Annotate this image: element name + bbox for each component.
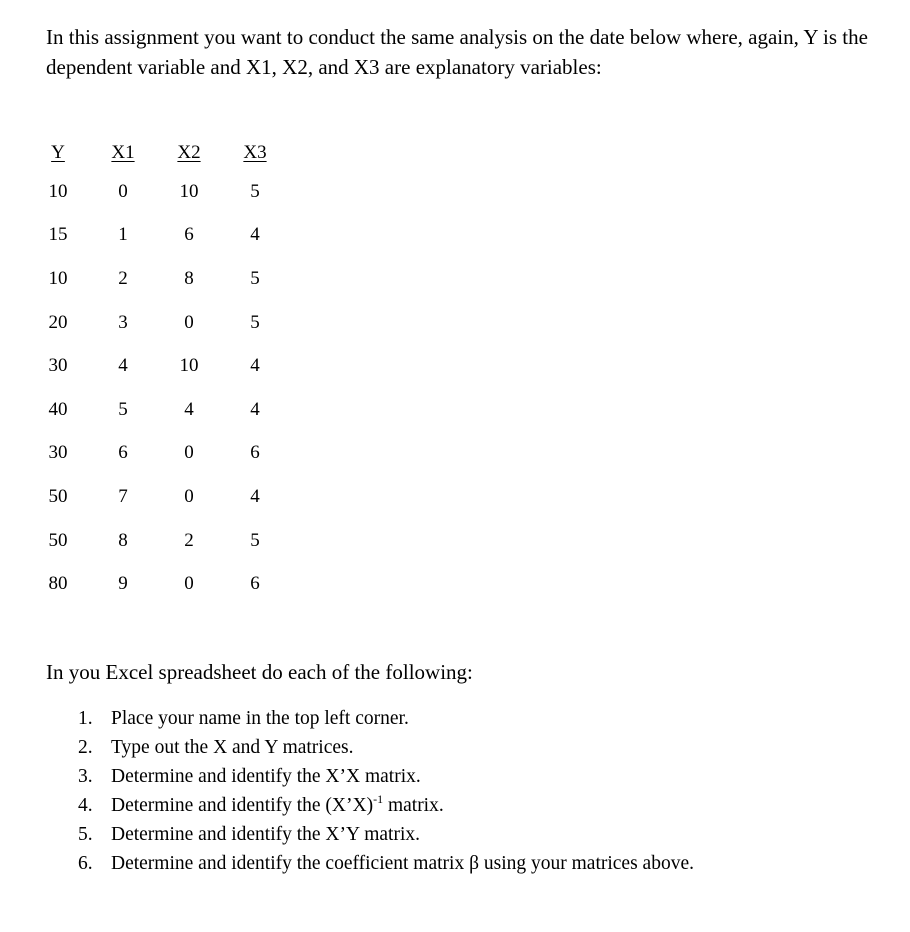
cell-y: 10 — [48, 267, 68, 289]
step-number: 4. — [78, 795, 93, 816]
cell-x1: 9 — [118, 573, 128, 595]
step-text: Place your name in the top left corner. — [111, 708, 409, 729]
list-item — [78, 849, 694, 878]
header-x2: X2 — [177, 142, 201, 163]
table-row — [36, 475, 298, 519]
cell-x2: 4 — [184, 398, 194, 420]
steps-list — [78, 704, 694, 878]
cell-x3: 4 — [250, 485, 260, 507]
list-item — [78, 762, 694, 791]
cell-x3: 5 — [250, 529, 260, 551]
cell-x1: 2 — [118, 267, 128, 289]
cell-x1: 3 — [118, 311, 128, 333]
cell-x3: 6 — [250, 573, 260, 595]
table-row — [36, 388, 298, 432]
cell-y: 50 — [48, 485, 68, 507]
step-text: Determine and identify the coefficient matrix β using your matrices above. — [111, 853, 694, 874]
intro-paragraph: In this assignment you want to conduct the same analysis on the date below where, again, Y is the dependent variable and X1, X2, and X3 are explanatory variables: — [46, 25, 868, 79]
cell-y: 20 — [48, 311, 68, 333]
step-number: 3. — [78, 766, 93, 787]
instructions-heading: In you Excel spreadsheet do each of the following: — [46, 660, 473, 684]
cell-y: 80 — [48, 573, 68, 595]
cell-x2: 0 — [184, 442, 194, 464]
table-row — [36, 562, 298, 606]
header-x3: X3 — [243, 142, 267, 163]
cell-x2: 6 — [184, 224, 194, 246]
cell-y: 30 — [48, 355, 68, 377]
list-item — [78, 791, 694, 820]
cell-x1: 6 — [118, 442, 128, 464]
cell-y: 50 — [48, 529, 68, 551]
cell-x2: 0 — [184, 573, 194, 595]
table-row — [36, 170, 298, 214]
step-number: 1. — [78, 708, 93, 729]
cell-x1: 0 — [118, 180, 128, 202]
cell-x2: 0 — [184, 311, 194, 333]
step-number: 5. — [78, 824, 93, 845]
cell-x2: 2 — [184, 529, 194, 551]
step-text: Determine and identify the (X’X) — [111, 795, 374, 816]
cell-x3: 5 — [250, 311, 260, 333]
cell-x1: 4 — [118, 355, 128, 377]
header-y: Y — [51, 142, 65, 163]
cell-x2: 10 — [179, 180, 199, 202]
cell-x1: 5 — [118, 398, 128, 420]
table-row — [36, 432, 298, 476]
cell-x1: 1 — [118, 224, 128, 246]
step-text-suffix: matrix. — [383, 795, 444, 816]
cell-y: 15 — [48, 224, 68, 246]
table-row — [36, 301, 298, 345]
header-x1: X1 — [111, 142, 135, 163]
cell-x1: 7 — [118, 485, 128, 507]
cell-x1: 8 — [118, 529, 128, 551]
list-item — [78, 733, 694, 762]
cell-x3: 4 — [250, 224, 260, 246]
cell-y: 10 — [48, 180, 68, 202]
data-table — [36, 136, 298, 606]
step-text: Determine and identify the X’X matrix. — [111, 766, 421, 787]
table-row — [36, 214, 298, 258]
table-row — [36, 344, 298, 388]
cell-y: 40 — [48, 398, 68, 420]
step-number: 2. — [78, 737, 93, 758]
table-header-row — [36, 136, 298, 170]
cell-x3: 5 — [250, 267, 260, 289]
list-item — [78, 820, 694, 849]
step-text: Determine and identify the X’Y matrix. — [111, 824, 421, 845]
cell-x3: 5 — [250, 180, 260, 202]
step-number: 6. — [78, 853, 93, 874]
cell-x2: 8 — [184, 267, 194, 289]
table-row — [36, 257, 298, 301]
list-item — [78, 704, 694, 733]
table-row — [36, 519, 298, 563]
cell-x3: 4 — [250, 355, 260, 377]
inverse-superscript: -1 — [373, 792, 384, 806]
cell-x3: 6 — [250, 442, 260, 464]
step-text: Type out the X and Y matrices. — [111, 737, 354, 758]
cell-y: 30 — [48, 442, 68, 464]
cell-x2: 0 — [184, 485, 194, 507]
cell-x3: 4 — [250, 398, 260, 420]
cell-x2: 10 — [179, 355, 199, 377]
